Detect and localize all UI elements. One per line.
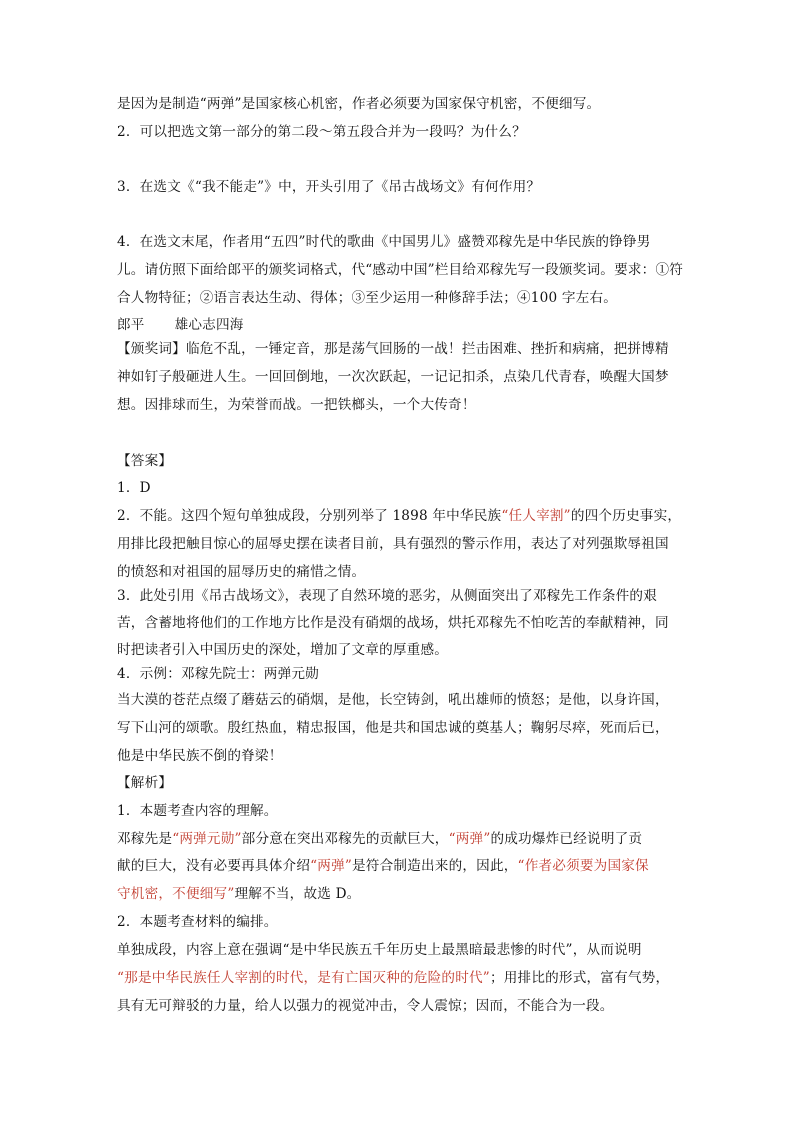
emphasis-text: “那是中华民族任人宰割的时代，是有亡国灭种的危险的时代” (117, 970, 490, 986)
emphasis-text: “两弹” (310, 858, 353, 874)
answer-3-line: 苦，含蓄地将他们的工作地方比作是没有硝烟的战场，烘托邓稼先不怕吃苦的奉献精神，同 (117, 615, 669, 631)
analysis-2: 2．本题考查材料的编排。 (117, 914, 278, 930)
question-2: 2．可以把选文第一部分的第二段～第五段合并为一段吗？为什么？ (117, 124, 526, 140)
analysis-text: 邓稼先是 (117, 831, 173, 847)
answer-4-line: 当大漠的苍茫点缀了蘑菇云的硝烟，是他，长空铸剑，吼出雄师的愤怒；是他，以身许国， (117, 692, 669, 708)
analysis-1: 1．本题考查内容的理解。 (117, 803, 278, 819)
answer-heading: 【答案】 (117, 453, 173, 469)
answer-2-line: 的愤怒和对祖国的屈辱历史的痛惜之情。 (117, 564, 366, 580)
analysis-2-line (117, 969, 669, 987)
answer-3-line: 时把读者引入中国历史的深处，增加了文章的厚重感。 (117, 642, 449, 658)
emphasis-text: 守机密，不便细写” (117, 886, 235, 902)
answer-2-line: 用排比段把触目惊心的屈辱史摆在读者目前，具有强烈的警示作用，表达了对列强欺辱祖国 (117, 536, 669, 552)
analysis-1-line (117, 857, 649, 875)
award-text-line: 想。因排球而生，为荣誉而战。一把铁榔头，一个大传奇！ (117, 397, 476, 413)
award-name-line (117, 316, 244, 334)
analysis-text: 部分意在突出邓稼先的贡献巨大， (241, 831, 449, 847)
answer-text: 的四个历史事实， (570, 508, 682, 524)
analysis-2-line: 具有无可辩驳的力量，给人以强力的视觉冲击，令人震惊；因而，不能合为一段。 (117, 998, 614, 1014)
award-text-line: 神如钉子般砸进人生。一回回倒地，一次次跃起，一记记扣杀，点染几代青春，唤醒大国梦 (117, 369, 669, 385)
emphasis-text: “作者必须要为国家保 (517, 858, 649, 874)
emphasis-text: “两弹元勋” (172, 831, 242, 847)
analysis-text: ；用排比的形式，富有气势， (489, 970, 670, 986)
award-title: 雄心志四海 (174, 317, 244, 333)
question-3: 3．在选文《“我不能走”》中，开头引用了《吊古战场文》有何作用？ (117, 179, 541, 195)
answer-2 (117, 507, 681, 525)
emphasis-text: “任人宰割” (501, 508, 571, 524)
analysis-1-line (117, 830, 642, 848)
question-4-line: 儿。请仿照下面给郎平的颁奖词格式，代“感动中国”栏目给邓稼先写一段颁奖词。要求：①符 (117, 262, 684, 278)
analysis-text: 的成功爆炸已经说明了贡 (490, 831, 643, 847)
question-4: 4．在选文末尾，作者用“五四”时代的歌曲《中国男儿》盛赞邓稼先是中华民族的铮铮男 (117, 234, 651, 250)
question-line: 是因为是制造“两弹”是国家核心机密，作者必须要为国家保守机密，不便细写。 (117, 96, 601, 112)
question-4-line: 合人物特征；②语言表达生动、得体；③至少运用一种修辞手法；④100 字左右。 (117, 290, 618, 306)
emphasis-text: “两弹” (448, 831, 491, 847)
answer-text: 2．不能。这四个短句单独成段，分别列举了 1898 年中华民族 (117, 508, 502, 524)
answer-3: 3．此处引用《吊古战场文》，表现了自然环境的恶劣，从侧面突出了邓稼先工作条件的艰 (117, 588, 658, 604)
answer-4-line: 写下山河的颂歌。殷红热血，精忠报国，他是共和国忠诚的奠基人；鞠躬尽瘁，死而后已， (117, 720, 669, 736)
analysis-text: 是符合制造出来的，因此， (352, 858, 518, 874)
award-text-line: 【颁奖词】临危不乱，一锤定音，那是荡气回肠的一战！拦击困难、挫折和病痛，把拼博精 (117, 341, 669, 357)
analysis-2-line: 单独成段，内容上意在强调“是中华民族五千年历史上最黑暗最悲惨的时代”，从而说明 (117, 942, 642, 958)
answer-4-line: 他是中华民族不倒的脊梁！ (117, 748, 283, 764)
answer-1: 1．D (117, 480, 151, 496)
answer-4: 4．示例：邓稼先院士：两弹元勋 (117, 666, 319, 682)
analysis-text: 献的巨大，没有必要再具体介绍 (117, 858, 311, 874)
analysis-text: 理解不当，故选 D。 (234, 886, 361, 902)
award-person: 郎平 (117, 317, 145, 333)
analysis-heading: 【解析】 (117, 775, 173, 791)
analysis-1-line (117, 885, 360, 903)
